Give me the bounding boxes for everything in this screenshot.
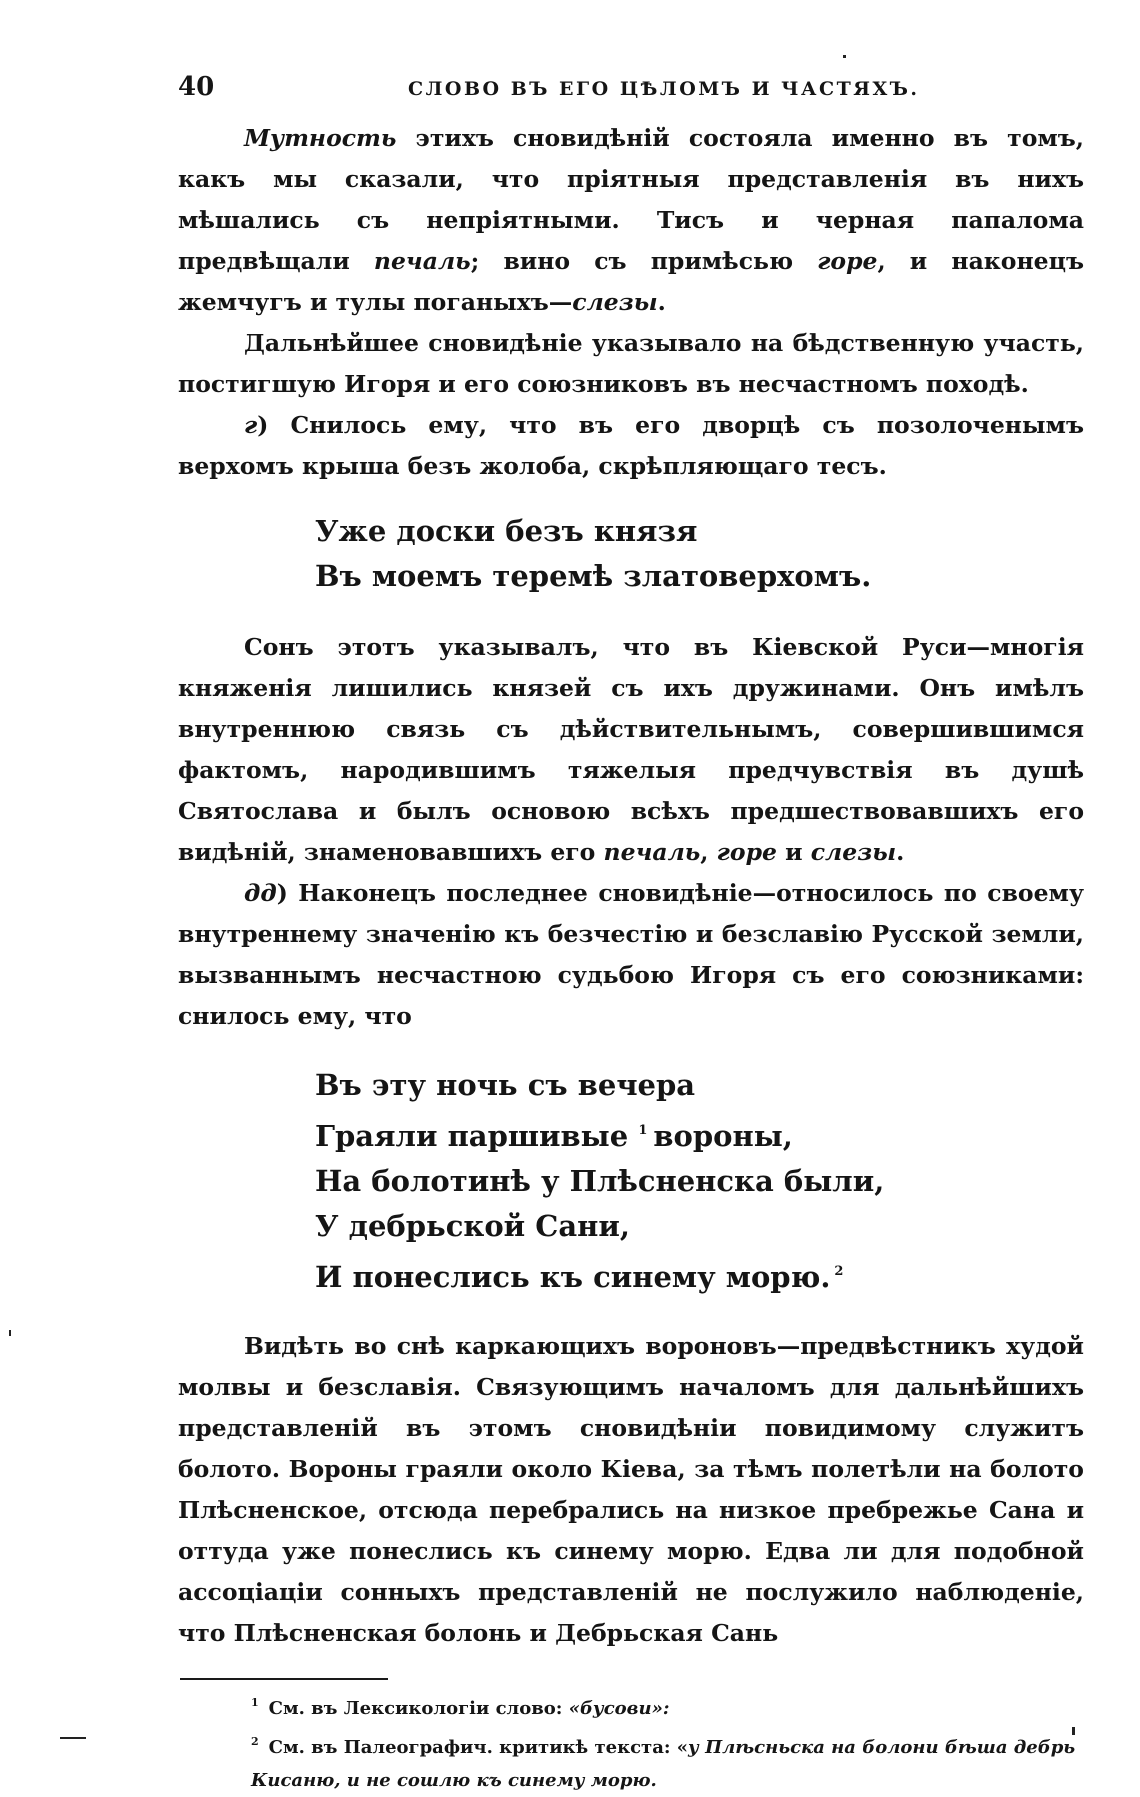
verse-line: На болотинѣ у Плѣсненска были, — [315, 1164, 885, 1198]
paragraph-5: дд) Наконецъ последнее сновидѣніе—относилось по своему внутреннему значенію къ безчестію и безславію Русской земли, вызваннымъ несчастною судьбою Игоря съ его союзниками: снилось ему, что — [178, 879, 1084, 1030]
emphasis-term: Мутность — [244, 124, 397, 152]
page-header — [178, 72, 1084, 118]
verse-line: Въ моемъ теремѣ златоверхомъ. — [315, 559, 872, 593]
emphasis-term: печаль — [373, 247, 471, 275]
page-number: 40 — [178, 72, 215, 102]
footnote-mark: 1 — [251, 1696, 259, 1709]
emphasis-term: печаль — [603, 838, 701, 866]
verse-quote-2 — [315, 1063, 1084, 1300]
emphasis-term: горе — [716, 838, 777, 866]
scan-speck — [9, 1330, 11, 1336]
emphasis-term: горе — [817, 247, 878, 275]
footnote-divider — [180, 1678, 388, 1680]
verse-quote-1 — [315, 509, 1084, 599]
scan-speck — [843, 55, 846, 58]
paragraph-1: Мутность этихъ сновидѣній состояла именно въ томъ, какъ мы сказали, что пріятныя представленія въ нихъ мѣшались съ непріятными. Тисъ и черная папалома предвѣщали печаль; вино съ примѣсью горе, и наконецъ жемчугъ и тулы поганыхъ—слезы. — [178, 124, 1084, 316]
paragraph-6: Видѣть во снѣ каркающихъ вороновъ—предвѣстникъ худой молвы и безславія. Связующимъ началомъ для дальнѣйшихъ представленій въ этомъ сновидѣніи повидимому служитъ болото. Вороны граяли около Кіева, за тѣмъ полетѣли на болото Плѣсненское, отсюда перебрались на низкое пребрежье Сана и оттуда уже понеслись къ синему морю. Едва ли для подобной ассоціаціи сонныхъ представленій не послужило наблюденіе, что Плѣсненская болонь и Дебрьская Сань — [178, 1332, 1084, 1647]
footnote-mark: 2 — [251, 1735, 259, 1748]
footnote-2: $^2$ См. въ Палеографич. критикѣ текста: «у Плѣсньска на болони бѣша дебрь Кисаню, и не сошлю къ синему морю. — [251, 1735, 1076, 1791]
footnote-ref[interactable]: 1 — [638, 1123, 648, 1138]
scan-mark — [60, 1737, 86, 1739]
verse-line: Граяли паршивые $^1$ вороны, — [315, 1119, 793, 1153]
footnote-1: $^1$ См. въ Лексикологіи слово: «бусови»: — [251, 1696, 670, 1719]
paragraph-3: г) Снилось ему, что въ его дворцѣ съ позолоченымъ верхомъ крыша безъ жолоба, скрѣпляющаго тесъ. — [178, 411, 1084, 480]
verse-line: Въ эту ночь съ вечера — [315, 1068, 696, 1102]
emphasis-term: слезы — [572, 288, 658, 316]
running-head: СЛОВО ВЪ ЕГО ЦѢЛОМЪ И ЧАСТЯХЪ. — [408, 78, 920, 100]
item-marker: дд — [244, 879, 277, 907]
item-marker: г — [244, 411, 258, 439]
verse-line: Уже доски безъ князя — [315, 514, 698, 548]
verse-line: У дебрьской Сани, — [315, 1209, 630, 1243]
verse-line: И понеслись къ синему морю. $^2$ — [315, 1260, 844, 1294]
footnote-ref[interactable]: 2 — [834, 1264, 844, 1279]
emphasis-term: слезы — [810, 838, 897, 866]
scan-speck — [1072, 1727, 1075, 1735]
paragraph-2: Дальнѣйшее сновидѣніе указывало на бѣдственную участь, постигшую Игоря и его союзниковъ въ несчастномъ походѣ. — [178, 329, 1084, 398]
paragraph-4: Сонъ этотъ указывалъ, что въ Кіевской Руси—многія княженія лишились князей съ ихъ дружинами. Онъ имѣлъ внутреннюю связь съ дѣйствительнымъ, совершившимся фактомъ, народившимъ тяжелыя предчувствія въ душѣ Святослава и былъ основою всѣхъ предшествовавшихъ его видѣній, знаменовавшихъ его печаль, горе и слезы. — [178, 633, 1084, 866]
book-page — [178, 72, 1084, 1797]
